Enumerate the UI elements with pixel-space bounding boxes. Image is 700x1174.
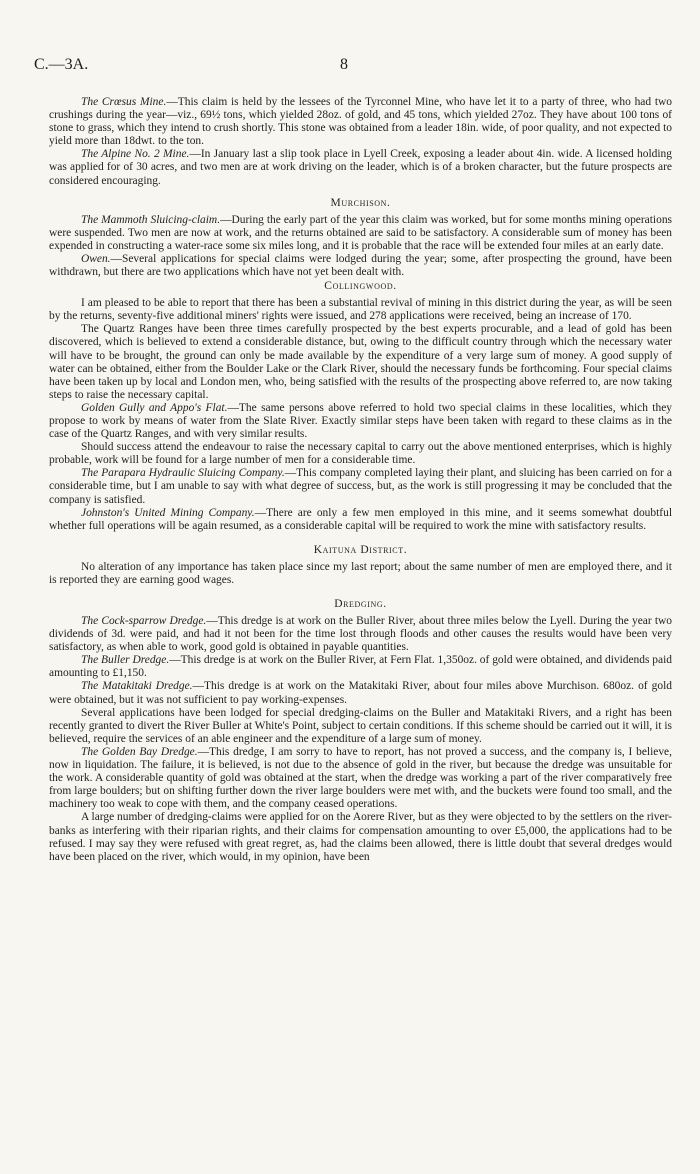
paragraph-dredging-applications: Several applications have been lodged for special dredging-claims on the Buller and Matakitaki Rivers, and a right has been recently granted to divert the River Buller at White's Point, subject to certain conditions. If this scheme should be carried out it will, it is believed, require the services of an able engineer and the expenditure of a large sum of money.: [49, 706, 672, 745]
page-header: [34, 56, 672, 78]
paragraph-text: —This dredge is at work on the Buller River, at Fern Flat. 1,350oz. of gold were obtained, and dividends paid amounting to £1,150.: [49, 654, 673, 680]
paragraph-lead-title: Golden Gully and Appo's Flat.: [81, 401, 228, 414]
paragraph-quartz-ranges: The Quartz Ranges have been three times carefully prospected by the best experts procurable, and a lead of gold has been discovered, which is believed to extend a considerable distance, but, owing to the difficult country through which the necessary water will have to be brought, the ground can only be made available by the expenditure of a very large sum of money. A good supply of water can be obtained, either from the Boulder Lake or the Clark River, should the necessary funds be forthcoming. Four special claims have been taken up by local and London men, who, being satisfied with the results of the prospecting above referred to, are now taking steps to raise the necessary capital.: [49, 323, 672, 401]
paragraph-matakitaki-dredge: [49, 680, 672, 706]
paragraph-lead-title: Johnston's United Mining Company.: [81, 506, 255, 519]
paragraph-lead-title: The Buller Dredge.: [81, 654, 170, 667]
paragraph-text: —This company completed laying their plant, and sluicing has been carried on for a considerable time, but I am unable to say with what degree of success, but, as the work is still progressing it may be concluded that the company is satisfied.: [49, 467, 672, 506]
paragraph-text: —Several applications for special claims were lodged during the year; some, after prospecting the ground, have been withdrawn, but there are two applications which have not yet been dealt with.: [49, 252, 672, 279]
paragraph-cock-sparrow-dredge: [49, 615, 672, 654]
paragraph-parapara-company: [49, 467, 672, 506]
section-heading-kaituna: Kaituna District.: [313, 543, 408, 556]
section-heading-collingwood: Collingwood.: [324, 280, 397, 293]
paragraph-lead-title: Owen.: [81, 252, 111, 265]
report-body: [49, 96, 672, 864]
paragraph-mammoth-sluicing: [49, 214, 672, 253]
paragraph-lead-title: The Golden Bay Dredge.: [81, 745, 198, 758]
paragraph-alpine-mine: [49, 148, 672, 187]
paragraph-text: —This dredge is at work on the Matakitaki River, about four miles above Murchison. 680oz. of gold were obtained, but it was not sufficient to pay working-expenses.: [49, 680, 672, 706]
paragraph-golden-gully: [49, 402, 672, 441]
paragraph-text: —This claim is held by the lessees of the Tyrconnel Mine, who have let it to a party of three, who had two crushings during the year—viz., 69½ tons, which yielded 28oz. of gold, and 45 tons, which yielded 27oz. They have about 100 tons of stone to grass, which they intend to crush shortly. This stone was obtained from a leader 18in. wide, of poor quality, and not expected to yield more than 18dwt. to the ton.: [49, 96, 672, 148]
paragraph-buller-dredge: [49, 654, 672, 680]
section-heading-dredging: Dredging.: [334, 598, 387, 610]
paragraph-lead-title: The Cock-sparrow Dredge.: [81, 615, 207, 627]
parliamentary-paper-reference: C.—3A.: [34, 56, 89, 73]
section-heading-murchison: Murchison.: [330, 196, 391, 209]
paragraph-lead-title: The Parapara Hydraulic Sluicing Company.: [81, 467, 285, 480]
paragraph-success-endeavour: Should success attend the endeavour to raise the necessary capital to carry out the above mentioned enterprises, which is highly probable, work will be found for a large number of men for a considerable time.: [49, 441, 672, 467]
paragraph-lead-title: The Crœsus Mine.: [81, 96, 167, 108]
paragraph-owen: [49, 253, 672, 279]
paragraph-golden-bay-dredge: [49, 746, 672, 811]
paragraph-collingwood-revival: I am pleased to be able to report that there has been a substantial revival of mining in this district during the year, as will be seen by the returns, seventy-five additional miners' rights were issued, and 278 applications were received, being an increase of 170.: [49, 297, 672, 323]
paragraph-kaituna: No alteration of any importance has taken place since my last report; about the same number of men are employed there, and it is reported they are earning good wages.: [49, 560, 672, 586]
paragraph-lead-title: The Alpine No. 2 Mine.: [81, 148, 190, 161]
page-number: 8: [340, 56, 348, 73]
paragraph-text: —The same persons above referred to hold two special claims in these localities, which they propose to work by means of water from the Slate River. Exactly similar steps have been taken with regard to these claims as in the case of the Quartz Ranges, and with very similar results.: [49, 401, 673, 441]
paragraph-aorere-river: A large number of dredging-claims were applied for on the Aorere River, but as they were objected to by the settlers on the river-banks as interfering with their riparian rights, and their claims for compensation amounting to over £5,000, the applications had to be refused. I may say they were refused with great regret, as, had the claims been allowed, there is little doubt that several dredges would have been placed on the river, which would, in my opinion, have been: [49, 811, 672, 863]
paragraph-croesus-mine: [49, 96, 672, 148]
paragraph-text: —In January last a slip took place in Lyell Creek, exposing a leader about 4in. wide. A licensed holding was applied for of 30 acres, and two men are at work driving on the leader, which is of a broken character, but the future prospects are considered encouraging.: [49, 148, 672, 187]
paragraph-text: —During the early part of the year this claim was worked, but for some months mining operations were suspended. Two men are now at work, and the returns obtained are said to be satisfactory. A considerable sum of money has been expended in constructing a water-race some six miles long, and it is probable that the race will be extended four miles at an early date.: [49, 213, 672, 252]
paragraph-text: —There are only a few men employed in this mine, and it seems somewhat doubtful whether full operations will be again resumed, as a considerable capital will be required to work the mine with satisfactory results.: [49, 506, 672, 532]
paragraph-text: —This dredge is at work on the Buller River, about three miles below the Lyell. During the year two dividends of 3d. were paid, and had it not been for the time lost through floods and other causes the results would have been very satisfactory, as when able to work, good gold is obtained in payable quantities.: [49, 615, 672, 654]
paragraph-johnstons-company: [49, 507, 672, 533]
paragraph-lead-title: The Matakitaki Dredge.: [81, 680, 193, 693]
paragraph-text: —This dredge, I am sorry to have to report, has not proved a success, and the company is, I believe, now in liquidation. The failure, it is believed, is not due to the absence of gold in the river, but because the dredge was unsuitable for the work. A considerable quantity of gold was obtained at the start, when the dredge was working a part of the river comparatively free from large boulders; but on shifting further down the river large boulders were met with, and the buckets were found too small, and the machinery too weak to cope with them, and the company ceased operations.: [49, 745, 672, 811]
paragraph-lead-title: The Mammoth Sluicing-claim.: [81, 213, 221, 226]
